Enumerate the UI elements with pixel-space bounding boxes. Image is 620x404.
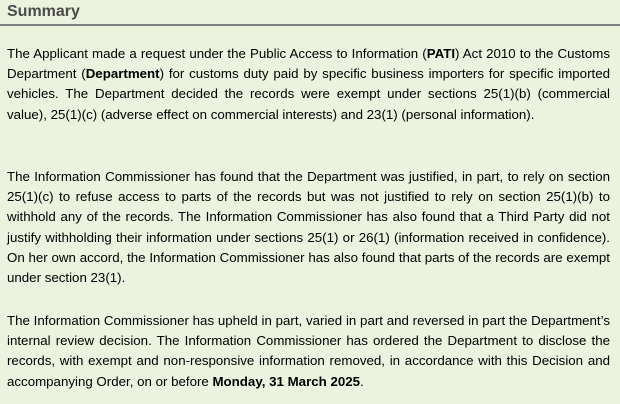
p1-text-3: ) for customs duty paid by specific business importers for specific imported vehicles. The Department decided the records were exempt under sections 25(1)(b) (commercial value), 25(1)(c) (adverse effect on commercial interests) and 23(1) (personal information). <box>7 66 610 122</box>
p1-text-2: ) Act 2010 to the Customs Department ( <box>7 46 610 82</box>
p1-text-1: The Applicant made a request under the Public Access to Information ( <box>7 46 427 61</box>
deadline-date: Monday, 31 March 2025 <box>212 373 361 389</box>
summary-paragraph-3 <box>7 311 610 392</box>
section-heading: Summary <box>0 0 620 26</box>
department-term: Department <box>85 66 160 82</box>
p3-text-1: The Information Commissioner has upheld in part, varied in part and reversed in part the Department’s internal review decision. The Information Commissioner has ordered the Department to disclose the records, with exempt and non-responsive information removed, in accordance with this Decision and accompanying Order, on or before <box>7 313 610 389</box>
summary-paragraph-1 <box>7 44 610 125</box>
summary-paragraph-2: The Information Commissioner has found that the Department was justified, in part, to rely on section 25(1)(c) to refuse access to parts of the records but was not justified to rely on section 25(1)(b) to withhold any of the records. The Information Commissioner has also found that a Third Party did not justify withholding their information under sections 25(1) or 26(1) (information received in confidence). On her own accord, the Information Commissioner has also found that parts of the records are exempt under section 23(1). <box>7 169 610 286</box>
p3-text-2: . <box>360 373 364 389</box>
pati-term: PATI <box>426 46 456 61</box>
